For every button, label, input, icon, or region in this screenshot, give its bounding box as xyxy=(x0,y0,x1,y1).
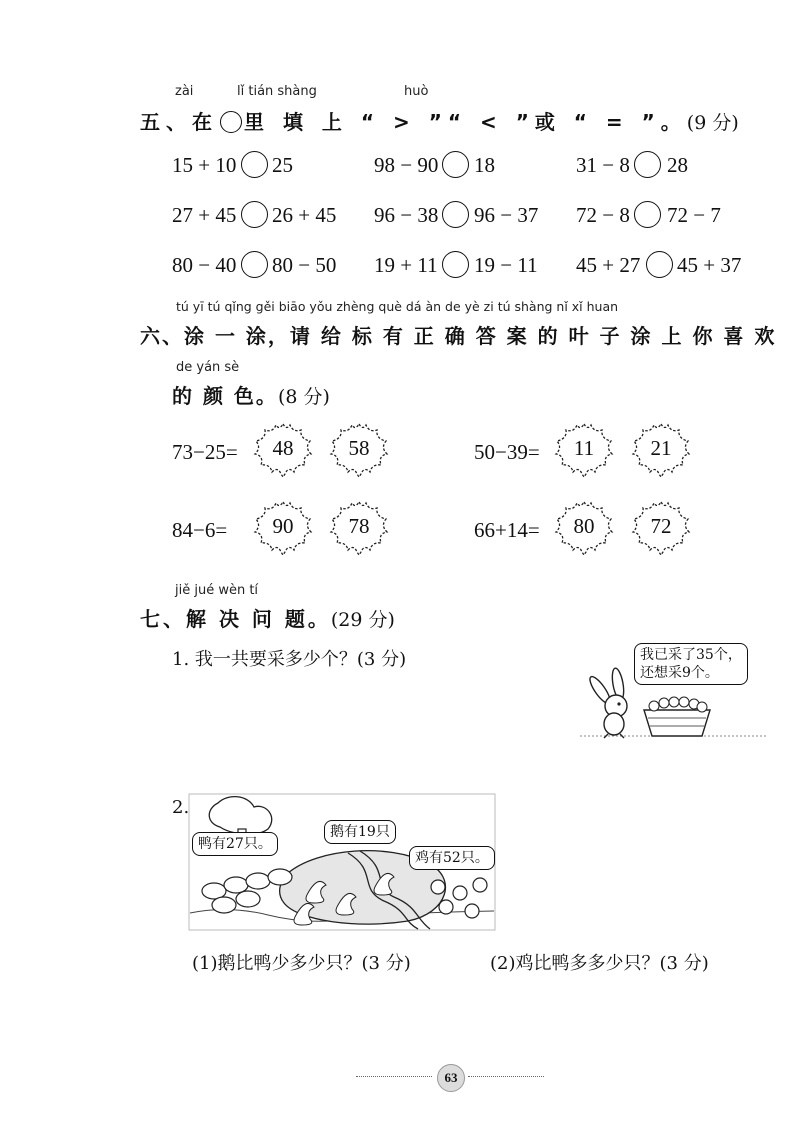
compare-right: 72 − 7 xyxy=(667,203,721,227)
section7-heading-text: 七、解 决 问 题。 xyxy=(140,607,331,631)
compare-left: 98 − 90 xyxy=(374,153,439,177)
section6-heading-line1: 六、涂 一 涂，请 给 标 有 正 确 答 案 的 叶 子 涂 上 你 喜 欢 xyxy=(140,324,777,348)
answer-circle[interactable] xyxy=(241,151,268,178)
bubble-line-2: 还想采9个。 xyxy=(640,665,719,681)
leaf-problem-expr: 84−6= xyxy=(172,518,228,542)
leaf-answer[interactable] xyxy=(630,498,692,556)
compare-right: 18 xyxy=(474,153,495,177)
inline-circle-icon xyxy=(220,111,242,133)
footer-dotted-rule-left xyxy=(356,1076,432,1077)
section6-score: (8 分) xyxy=(277,386,330,408)
goose-speech-bubble: 鹅有19只 xyxy=(324,820,396,844)
section5-number: 五、 xyxy=(140,110,192,134)
answer-circle[interactable] xyxy=(241,201,268,228)
section6-heading-text: 的 颜 色。 xyxy=(172,384,278,408)
leaf-answer[interactable] xyxy=(328,498,390,556)
leaf-problem-expr: 50−39= xyxy=(474,440,540,464)
leaf-value: 80 xyxy=(573,514,595,538)
section5-heading xyxy=(140,106,739,135)
compare-right: 25 xyxy=(272,153,293,177)
pinyin-huo: huò xyxy=(404,84,429,99)
compare-right: 45 + 37 xyxy=(677,253,742,277)
answer-circle[interactable] xyxy=(442,251,469,278)
section7-score: (29 分) xyxy=(330,609,395,631)
leaf-answer[interactable] xyxy=(553,420,615,478)
section7-heading xyxy=(140,603,395,632)
leaf-problem-expr: 66+14= xyxy=(474,518,540,542)
footer-dotted-rule-right xyxy=(468,1076,544,1077)
question-2-sub-2: (2)鸡比鸭多多少只？(3 分) xyxy=(490,953,709,974)
answer-circle[interactable] xyxy=(646,251,673,278)
compare-left: 72 − 8 xyxy=(576,203,630,227)
pinyin-li-tian-shang: lǐ tián shàng xyxy=(237,84,317,99)
leaf-value: 90 xyxy=(272,514,294,538)
pinyin-zai: zài xyxy=(175,84,194,99)
leaf-answer[interactable] xyxy=(328,420,390,478)
leaf-answer[interactable] xyxy=(252,498,314,556)
leaf-value: 78 xyxy=(348,514,370,538)
compare-left: 80 − 40 xyxy=(172,253,237,277)
leaf-answer[interactable] xyxy=(630,420,692,478)
answer-circle[interactable] xyxy=(634,201,661,228)
compare-left: 45 + 27 xyxy=(576,253,641,277)
section6-heading-line2 xyxy=(172,380,330,409)
leaf-value: 11 xyxy=(573,436,595,460)
compare-right: 96 − 37 xyxy=(474,203,539,227)
duck-speech-bubble: 鸭有27只。 xyxy=(192,832,278,856)
section5-text-b: 里 填 上 “ > ”“ < ”或 “ = ”。 xyxy=(244,110,687,134)
chicken-speech-bubble: 鸡有52只。 xyxy=(409,846,495,870)
leaf-value: 72 xyxy=(650,514,672,538)
leaf-value: 48 xyxy=(272,436,294,460)
rabbit-speech-bubble xyxy=(634,643,748,685)
compare-left: 19 + 11 xyxy=(374,253,438,277)
answer-circle[interactable] xyxy=(442,201,469,228)
leaf-answer[interactable] xyxy=(553,498,615,556)
answer-circle[interactable] xyxy=(442,151,469,178)
section6-pinyin-line1: tú yī tú qǐng gěi biāo yǒu zhèng què dá àn de yè zi tú shàng nǐ xǐ huan xyxy=(176,299,619,314)
leaf-answer[interactable] xyxy=(252,420,314,478)
answer-circle[interactable] xyxy=(634,151,661,178)
compare-right: 26 + 45 xyxy=(272,203,337,227)
leaf-value: 21 xyxy=(650,436,672,460)
leaf-value: 58 xyxy=(348,436,370,460)
compare-right: 80 − 50 xyxy=(272,253,337,277)
section6-pinyin-line2: de yán sè xyxy=(176,360,240,375)
question-2-sub-1: (1)鹅比鸭少多少只？(3 分) xyxy=(192,953,411,974)
compare-left: 31 − 8 xyxy=(576,153,630,177)
question-2-label: 2. xyxy=(172,797,190,818)
section7-pinyin: jiě jué wèn tí xyxy=(175,583,259,598)
leaf-problem-expr: 73−25= xyxy=(172,440,238,464)
compare-left: 15 + 10 xyxy=(172,153,237,177)
answer-circle[interactable] xyxy=(241,251,268,278)
compare-right: 28 xyxy=(667,153,688,177)
compare-left: 96 − 38 xyxy=(374,203,439,227)
question-1-text: 1. 我一共要采多少个？(3 分) xyxy=(172,649,407,670)
compare-right: 19 − 11 xyxy=(474,253,538,277)
section5-text-a: 在 xyxy=(192,110,218,134)
page-number: 63 xyxy=(437,1064,465,1092)
section5-score: (9 分) xyxy=(686,112,739,134)
compare-left: 27 + 45 xyxy=(172,203,237,227)
bubble-line-1: 我已采了35个， xyxy=(640,647,742,663)
